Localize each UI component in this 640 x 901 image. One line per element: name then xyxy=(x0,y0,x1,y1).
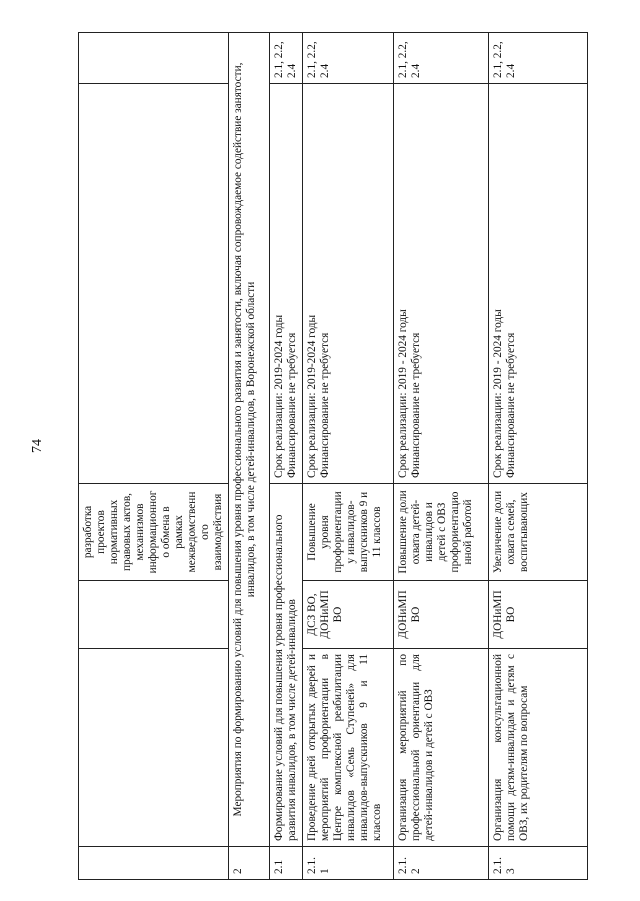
subsection-term: Срок реализации: 2019-2024 годы Финансирование не требуется xyxy=(270,84,303,484)
cell-term xyxy=(79,84,229,484)
row-code: 2.1, 2.2, 2.4 xyxy=(303,33,394,84)
row-executor: ДСЗ ВО, ДОНиМП ВО xyxy=(303,581,394,649)
cell-executor xyxy=(79,581,229,649)
cell-num xyxy=(79,847,229,880)
row-name: Организация консультационной помощи детям-инвалидам и детям с ОВЗ, их родителям по вопросам xyxy=(489,649,588,847)
subsection-title: Формирование условий для повышения уровня профессионального развития инвалидов, в том числе детей-инвалидов xyxy=(270,484,303,847)
row-number: 2.1.3 xyxy=(489,847,588,880)
row-code: 2.1, 2.2, 2.4 xyxy=(394,33,489,84)
subsection-number: 2.1 xyxy=(270,847,303,880)
page-number: 74 xyxy=(30,439,45,453)
subsection-code: 2.1, 2.2, 2.4 xyxy=(270,33,303,84)
subsection-row xyxy=(270,33,303,880)
cell-name xyxy=(79,649,229,847)
row-term: Срок реализации: 2019-2024 годы Финансирование не требуется xyxy=(303,84,394,484)
row-number: 2.1.2 xyxy=(394,847,489,880)
row-result: Повышение уровня профориентации у инвалидов-выпускников 9 и 11 классов xyxy=(303,484,394,581)
cell-code xyxy=(79,33,229,84)
section-number: 2 xyxy=(229,847,270,880)
row-term: Срок реализации: 2019 - 2024 годы Финансирование не требуется xyxy=(394,84,489,484)
row-code: 2.1, 2.2, 2.4 xyxy=(489,33,588,84)
row-term: Срок реализации: 2019 - 2024 годы Финансирование не требуется xyxy=(489,84,588,484)
row-executor: ДОНиМП ВО xyxy=(489,581,588,649)
table-row xyxy=(394,33,489,880)
table-row-continuation xyxy=(79,33,229,880)
row-name: Проведение дней открытых дверей и мероприятий профориентации в Центре комплексной реабилитации инвалидов «Семь Ступеней» для инвалидов-выпускников 9 и 11 классов xyxy=(303,649,394,847)
section-title: Мероприятия по формированию условий для повышения уровня профессионального развития и занятости, включая сопровождаемое содействие занятости, инвалидов, в том числе детей-инвалидов, в Воронежской области xyxy=(229,33,270,847)
row-result: Повышение доли охвата детей-инвалидов и детей с ОВЗ профориентационной работой xyxy=(394,484,489,581)
table-row xyxy=(489,33,588,880)
cell-result: разработка проектов нормативных правовых актов, механизмов информационного обмена в рамках межведомственного взаимодействия xyxy=(79,484,229,581)
rotated-table-container xyxy=(78,33,590,880)
row-result: Увеличение доли охвата семей, воспитывающих xyxy=(489,484,588,581)
section-row xyxy=(229,33,270,880)
table-row xyxy=(303,33,394,880)
measures-table xyxy=(78,32,588,880)
row-name: Организация мероприятий по профессиональной ориентации для детей-инвалидов и детей с ОВЗ xyxy=(394,649,489,847)
row-executor: ДОНиМП ВО xyxy=(394,581,489,649)
row-number: 2.1.1 xyxy=(303,847,394,880)
